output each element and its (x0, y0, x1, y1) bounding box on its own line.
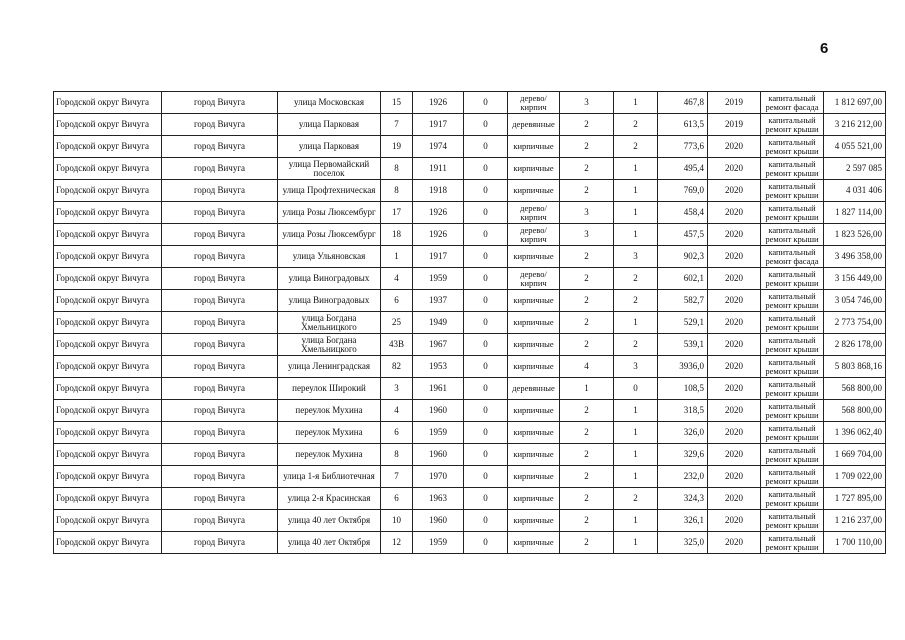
zero-cell: 0 (464, 114, 508, 136)
area-cell: 108,5 (658, 378, 708, 400)
build-year-cell: 1960 (413, 510, 464, 532)
entrances-cell: 0 (614, 378, 658, 400)
area-cell: 458,4 (658, 202, 708, 224)
area-cell: 232,0 (658, 466, 708, 488)
work-type-cell: капитальный ремонт крыши (761, 312, 824, 334)
build-year-cell: 1967 (413, 334, 464, 356)
work-type-cell: капитальный ремонт крыши (761, 466, 824, 488)
area-cell: 457,5 (658, 224, 708, 246)
build-year-cell: 1959 (413, 532, 464, 554)
city-cell: город Вичуга (162, 290, 278, 312)
entrances-cell: 1 (614, 202, 658, 224)
build-year-cell: 1937 (413, 290, 464, 312)
table-row (54, 114, 886, 136)
zero-cell: 0 (464, 268, 508, 290)
work-type-cell: капитальный ремонт крыши (761, 114, 824, 136)
build-year-cell: 1970 (413, 466, 464, 488)
build-year-cell: 1926 (413, 202, 464, 224)
district-cell: Городской округ Вичуга (54, 422, 162, 444)
zero-cell: 0 (464, 246, 508, 268)
area-cell: 326,0 (658, 422, 708, 444)
city-cell: город Вичуга (162, 114, 278, 136)
table-row (54, 532, 886, 554)
cost-cell: 1 700 110,00 (824, 532, 886, 554)
house-number-cell: 1 (381, 246, 413, 268)
area-cell: 3936,0 (658, 356, 708, 378)
work-type-cell: капитальный ремонт крыши (761, 532, 824, 554)
work-type-cell: капитальный ремонт крыши (761, 422, 824, 444)
cost-cell: 3 156 449,00 (824, 268, 886, 290)
district-cell: Городской округ Вичуга (54, 334, 162, 356)
cost-cell: 4 055 521,00 (824, 136, 886, 158)
plan-year-cell: 2020 (708, 378, 761, 400)
wall-material-cell: кирпичные (508, 466, 560, 488)
floors-cell: 2 (560, 400, 614, 422)
street-cell: улица Парковая (278, 114, 381, 136)
house-number-cell: 25 (381, 312, 413, 334)
work-type-cell: капитальный ремонт фасада (761, 92, 824, 114)
wall-material-cell: кирпичные (508, 312, 560, 334)
zero-cell: 0 (464, 400, 508, 422)
work-type-cell: капитальный ремонт крыши (761, 488, 824, 510)
work-type-cell: капитальный ремонт крыши (761, 400, 824, 422)
house-number-cell: 15 (381, 92, 413, 114)
city-cell: город Вичуга (162, 224, 278, 246)
floors-cell: 3 (560, 224, 614, 246)
floors-cell: 2 (560, 158, 614, 180)
wall-material-cell: кирпичные (508, 532, 560, 554)
plan-year-cell: 2020 (708, 466, 761, 488)
table-row (54, 334, 886, 356)
area-cell: 602,1 (658, 268, 708, 290)
house-number-cell: 4 (381, 268, 413, 290)
entrances-cell: 3 (614, 356, 658, 378)
entrances-cell: 2 (614, 488, 658, 510)
zero-cell: 0 (464, 158, 508, 180)
city-cell: город Вичуга (162, 378, 278, 400)
plan-year-cell: 2020 (708, 488, 761, 510)
wall-material-cell: кирпичные (508, 356, 560, 378)
table-row (54, 180, 886, 202)
table-row (54, 378, 886, 400)
plan-year-cell: 2020 (708, 202, 761, 224)
build-year-cell: 1917 (413, 114, 464, 136)
city-cell: город Вичуга (162, 532, 278, 554)
work-type-cell: капитальный ремонт крыши (761, 180, 824, 202)
plan-year-cell: 2020 (708, 180, 761, 202)
work-type-cell: капитальный ремонт крыши (761, 334, 824, 356)
plan-year-cell: 2019 (708, 114, 761, 136)
plan-year-cell: 2020 (708, 224, 761, 246)
build-year-cell: 1918 (413, 180, 464, 202)
district-cell: Городской округ Вичуга (54, 290, 162, 312)
street-cell: улица Ленинградская (278, 356, 381, 378)
plan-year-cell: 2020 (708, 444, 761, 466)
street-cell: переулок Широкий (278, 378, 381, 400)
table-row (54, 202, 886, 224)
cost-cell: 1 827 114,00 (824, 202, 886, 224)
district-cell: Городской округ Вичуга (54, 488, 162, 510)
district-cell: Городской округ Вичуга (54, 136, 162, 158)
district-cell: Городской округ Вичуга (54, 202, 162, 224)
table-row (54, 268, 886, 290)
district-cell: Городской округ Вичуга (54, 532, 162, 554)
table-row (54, 356, 886, 378)
street-cell: улица Парковая (278, 136, 381, 158)
area-cell: 613,5 (658, 114, 708, 136)
zero-cell: 0 (464, 356, 508, 378)
floors-cell: 4 (560, 356, 614, 378)
zero-cell: 0 (464, 444, 508, 466)
table-row (54, 466, 886, 488)
house-number-cell: 8 (381, 158, 413, 180)
wall-material-cell: кирпичные (508, 422, 560, 444)
city-cell: город Вичуга (162, 422, 278, 444)
wall-material-cell: кирпичные (508, 290, 560, 312)
floors-cell: 3 (560, 202, 614, 224)
zero-cell: 0 (464, 312, 508, 334)
floors-cell: 2 (560, 510, 614, 532)
build-year-cell: 1961 (413, 378, 464, 400)
floors-cell: 2 (560, 422, 614, 444)
page-number: 6 (820, 40, 829, 57)
build-year-cell: 1949 (413, 312, 464, 334)
build-year-cell: 1960 (413, 400, 464, 422)
entrances-cell: 1 (614, 312, 658, 334)
street-cell: улица 40 лет Октября (278, 532, 381, 554)
area-cell: 326,1 (658, 510, 708, 532)
entrances-cell: 1 (614, 444, 658, 466)
entrances-cell: 2 (614, 136, 658, 158)
table-row (54, 422, 886, 444)
floors-cell: 2 (560, 290, 614, 312)
district-cell: Городской округ Вичуга (54, 246, 162, 268)
build-year-cell: 1926 (413, 92, 464, 114)
plan-year-cell: 2020 (708, 334, 761, 356)
house-number-cell: 19 (381, 136, 413, 158)
table-row (54, 290, 886, 312)
zero-cell: 0 (464, 92, 508, 114)
work-type-cell: капитальный ремонт крыши (761, 356, 824, 378)
plan-year-cell: 2020 (708, 158, 761, 180)
entrances-cell: 1 (614, 466, 658, 488)
wall-material-cell: кирпичные (508, 180, 560, 202)
entrances-cell: 1 (614, 532, 658, 554)
work-type-cell: капитальный ремонт крыши (761, 444, 824, 466)
zero-cell: 0 (464, 466, 508, 488)
entrances-cell: 1 (614, 180, 658, 202)
district-cell: Городской округ Вичуга (54, 92, 162, 114)
plan-year-cell: 2019 (708, 92, 761, 114)
floors-cell: 2 (560, 136, 614, 158)
entrances-cell: 2 (614, 114, 658, 136)
cost-cell: 1 669 704,00 (824, 444, 886, 466)
plan-year-cell: 2020 (708, 422, 761, 444)
build-year-cell: 1960 (413, 444, 464, 466)
district-cell: Городской округ Вичуга (54, 224, 162, 246)
area-cell: 318,5 (658, 400, 708, 422)
cost-cell: 3 216 212,00 (824, 114, 886, 136)
city-cell: город Вичуга (162, 400, 278, 422)
area-cell: 325,0 (658, 532, 708, 554)
table-row (54, 400, 886, 422)
area-cell: 539,1 (658, 334, 708, 356)
city-cell: город Вичуга (162, 488, 278, 510)
cost-cell: 1 812 697,00 (824, 92, 886, 114)
city-cell: город Вичуга (162, 158, 278, 180)
house-number-cell: 12 (381, 532, 413, 554)
cost-cell: 3 496 358,00 (824, 246, 886, 268)
district-cell: Городской округ Вичуга (54, 158, 162, 180)
city-cell: город Вичуга (162, 180, 278, 202)
cost-cell: 1 396 062,40 (824, 422, 886, 444)
floors-cell: 2 (560, 268, 614, 290)
street-cell: улица Московская (278, 92, 381, 114)
entrances-cell: 1 (614, 400, 658, 422)
work-type-cell: капитальный ремонт крыши (761, 224, 824, 246)
house-number-cell: 43В (381, 334, 413, 356)
wall-material-cell: кирпичные (508, 334, 560, 356)
area-cell: 529,1 (658, 312, 708, 334)
street-cell: улица 1-я Библиотечная (278, 466, 381, 488)
cost-cell: 2 597 085 (824, 158, 886, 180)
zero-cell: 0 (464, 202, 508, 224)
district-cell: Городской округ Вичуга (54, 114, 162, 136)
cost-cell: 3 054 746,00 (824, 290, 886, 312)
zero-cell: 0 (464, 378, 508, 400)
wall-material-cell: кирпичные (508, 246, 560, 268)
street-cell: улица Виноградовых (278, 268, 381, 290)
wall-material-cell: кирпичные (508, 444, 560, 466)
street-cell: улица Богдана Хмельницкого (278, 334, 381, 356)
street-cell: улица Ульяновская (278, 246, 381, 268)
plan-year-cell: 2020 (708, 290, 761, 312)
house-number-cell: 7 (381, 466, 413, 488)
table-row (54, 312, 886, 334)
wall-material-cell: кирпичные (508, 510, 560, 532)
plan-year-cell: 2020 (708, 246, 761, 268)
area-cell: 902,3 (658, 246, 708, 268)
cost-cell: 4 031 406 (824, 180, 886, 202)
work-type-cell: капитальный ремонт крыши (761, 510, 824, 532)
district-cell: Городской округ Вичуга (54, 180, 162, 202)
house-number-cell: 82 (381, 356, 413, 378)
entrances-cell: 1 (614, 158, 658, 180)
wall-material-cell: дерево/кирпич (508, 92, 560, 114)
cost-cell: 568 800,00 (824, 378, 886, 400)
floors-cell: 2 (560, 180, 614, 202)
house-number-cell: 6 (381, 290, 413, 312)
street-cell: улица 2-я Красинская (278, 488, 381, 510)
build-year-cell: 1953 (413, 356, 464, 378)
street-cell: улица Виноградовых (278, 290, 381, 312)
work-type-cell: капитальный ремонт крыши (761, 158, 824, 180)
entrances-cell: 2 (614, 334, 658, 356)
house-number-cell: 6 (381, 422, 413, 444)
city-cell: город Вичуга (162, 334, 278, 356)
district-cell: Городской округ Вичуга (54, 378, 162, 400)
district-cell: Городской округ Вичуга (54, 400, 162, 422)
house-number-cell: 3 (381, 378, 413, 400)
cost-cell: 1 216 237,00 (824, 510, 886, 532)
build-year-cell: 1963 (413, 488, 464, 510)
zero-cell: 0 (464, 290, 508, 312)
street-cell: улица Профтехническая (278, 180, 381, 202)
table-row (54, 488, 886, 510)
city-cell: город Вичуга (162, 312, 278, 334)
zero-cell: 0 (464, 224, 508, 246)
zero-cell: 0 (464, 532, 508, 554)
city-cell: город Вичуга (162, 466, 278, 488)
city-cell: город Вичуга (162, 268, 278, 290)
street-cell: улица Первомайский поселок (278, 158, 381, 180)
cost-cell: 1 727 895,00 (824, 488, 886, 510)
house-number-cell: 8 (381, 444, 413, 466)
zero-cell: 0 (464, 510, 508, 532)
floors-cell: 2 (560, 532, 614, 554)
area-cell: 582,7 (658, 290, 708, 312)
entrances-cell: 1 (614, 422, 658, 444)
table-row (54, 136, 886, 158)
street-cell: улица 40 лет Октября (278, 510, 381, 532)
entrances-cell: 3 (614, 246, 658, 268)
area-cell: 773,6 (658, 136, 708, 158)
zero-cell: 0 (464, 334, 508, 356)
build-year-cell: 1926 (413, 224, 464, 246)
plan-year-cell: 2020 (708, 312, 761, 334)
wall-material-cell: кирпичные (508, 488, 560, 510)
wall-material-cell: деревянные (508, 378, 560, 400)
work-type-cell: капитальный ремонт крыши (761, 202, 824, 224)
street-cell: улица Розы Люксембург (278, 202, 381, 224)
house-number-cell: 17 (381, 202, 413, 224)
plan-year-cell: 2020 (708, 136, 761, 158)
wall-material-cell: дерево/кирпич (508, 268, 560, 290)
build-year-cell: 1917 (413, 246, 464, 268)
build-year-cell: 1959 (413, 268, 464, 290)
district-cell: Городской округ Вичуга (54, 444, 162, 466)
plan-year-cell: 2020 (708, 400, 761, 422)
area-cell: 495,4 (658, 158, 708, 180)
plan-year-cell: 2020 (708, 510, 761, 532)
table-row (54, 224, 886, 246)
entrances-cell: 2 (614, 268, 658, 290)
area-cell: 324,3 (658, 488, 708, 510)
wall-material-cell: дерево/кирпич (508, 224, 560, 246)
street-cell: улица Богдана Хмельницкого (278, 312, 381, 334)
street-cell: переулок Мухина (278, 444, 381, 466)
entrances-cell: 1 (614, 224, 658, 246)
house-number-cell: 4 (381, 400, 413, 422)
city-cell: город Вичуга (162, 444, 278, 466)
cost-cell: 568 800,00 (824, 400, 886, 422)
district-cell: Городской округ Вичуга (54, 312, 162, 334)
work-type-cell: капитальный ремонт фасада (761, 246, 824, 268)
table-row (54, 444, 886, 466)
cost-cell: 2 773 754,00 (824, 312, 886, 334)
build-year-cell: 1911 (413, 158, 464, 180)
city-cell: город Вичуга (162, 510, 278, 532)
house-number-cell: 6 (381, 488, 413, 510)
zero-cell: 0 (464, 422, 508, 444)
floors-cell: 2 (560, 444, 614, 466)
city-cell: город Вичуга (162, 92, 278, 114)
wall-material-cell: кирпичные (508, 136, 560, 158)
zero-cell: 0 (464, 180, 508, 202)
street-cell: переулок Мухина (278, 400, 381, 422)
work-type-cell: капитальный ремонт крыши (761, 378, 824, 400)
table-row (54, 246, 886, 268)
wall-material-cell: кирпичные (508, 400, 560, 422)
district-cell: Городской округ Вичуга (54, 268, 162, 290)
street-cell: улица Розы Люксембург (278, 224, 381, 246)
floors-cell: 1 (560, 378, 614, 400)
city-cell: город Вичуга (162, 356, 278, 378)
table-body (54, 92, 886, 554)
entrances-cell: 2 (614, 290, 658, 312)
city-cell: город Вичуга (162, 246, 278, 268)
table-row (54, 92, 886, 114)
floors-cell: 2 (560, 466, 614, 488)
floors-cell: 2 (560, 114, 614, 136)
cost-cell: 1 709 022,00 (824, 466, 886, 488)
area-cell: 769,0 (658, 180, 708, 202)
cost-cell: 2 826 178,00 (824, 334, 886, 356)
floors-cell: 2 (560, 246, 614, 268)
housing-repair-table (53, 91, 886, 554)
floors-cell: 3 (560, 92, 614, 114)
district-cell: Городской округ Вичуга (54, 466, 162, 488)
cost-cell: 1 823 526,00 (824, 224, 886, 246)
city-cell: город Вичуга (162, 136, 278, 158)
house-number-cell: 8 (381, 180, 413, 202)
wall-material-cell: кирпичные (508, 158, 560, 180)
house-number-cell: 10 (381, 510, 413, 532)
district-cell: Городской округ Вичуга (54, 510, 162, 532)
build-year-cell: 1974 (413, 136, 464, 158)
entrances-cell: 1 (614, 510, 658, 532)
zero-cell: 0 (464, 488, 508, 510)
plan-year-cell: 2020 (708, 356, 761, 378)
area-cell: 329,6 (658, 444, 708, 466)
floors-cell: 2 (560, 312, 614, 334)
plan-year-cell: 2020 (708, 532, 761, 554)
work-type-cell: капитальный ремонт крыши (761, 290, 824, 312)
zero-cell: 0 (464, 136, 508, 158)
house-number-cell: 7 (381, 114, 413, 136)
build-year-cell: 1959 (413, 422, 464, 444)
city-cell: город Вичуга (162, 202, 278, 224)
wall-material-cell: деревянные (508, 114, 560, 136)
floors-cell: 2 (560, 334, 614, 356)
district-cell: Городской округ Вичуга (54, 356, 162, 378)
cost-cell: 5 803 868,16 (824, 356, 886, 378)
plan-year-cell: 2020 (708, 268, 761, 290)
table-row (54, 158, 886, 180)
work-type-cell: капитальный ремонт крыши (761, 268, 824, 290)
work-type-cell: капитальный ремонт крыши (761, 136, 824, 158)
house-number-cell: 18 (381, 224, 413, 246)
wall-material-cell: дерево/кирпич (508, 202, 560, 224)
entrances-cell: 1 (614, 92, 658, 114)
street-cell: переулок Мухина (278, 422, 381, 444)
area-cell: 467,8 (658, 92, 708, 114)
table-row (54, 510, 886, 532)
floors-cell: 2 (560, 488, 614, 510)
